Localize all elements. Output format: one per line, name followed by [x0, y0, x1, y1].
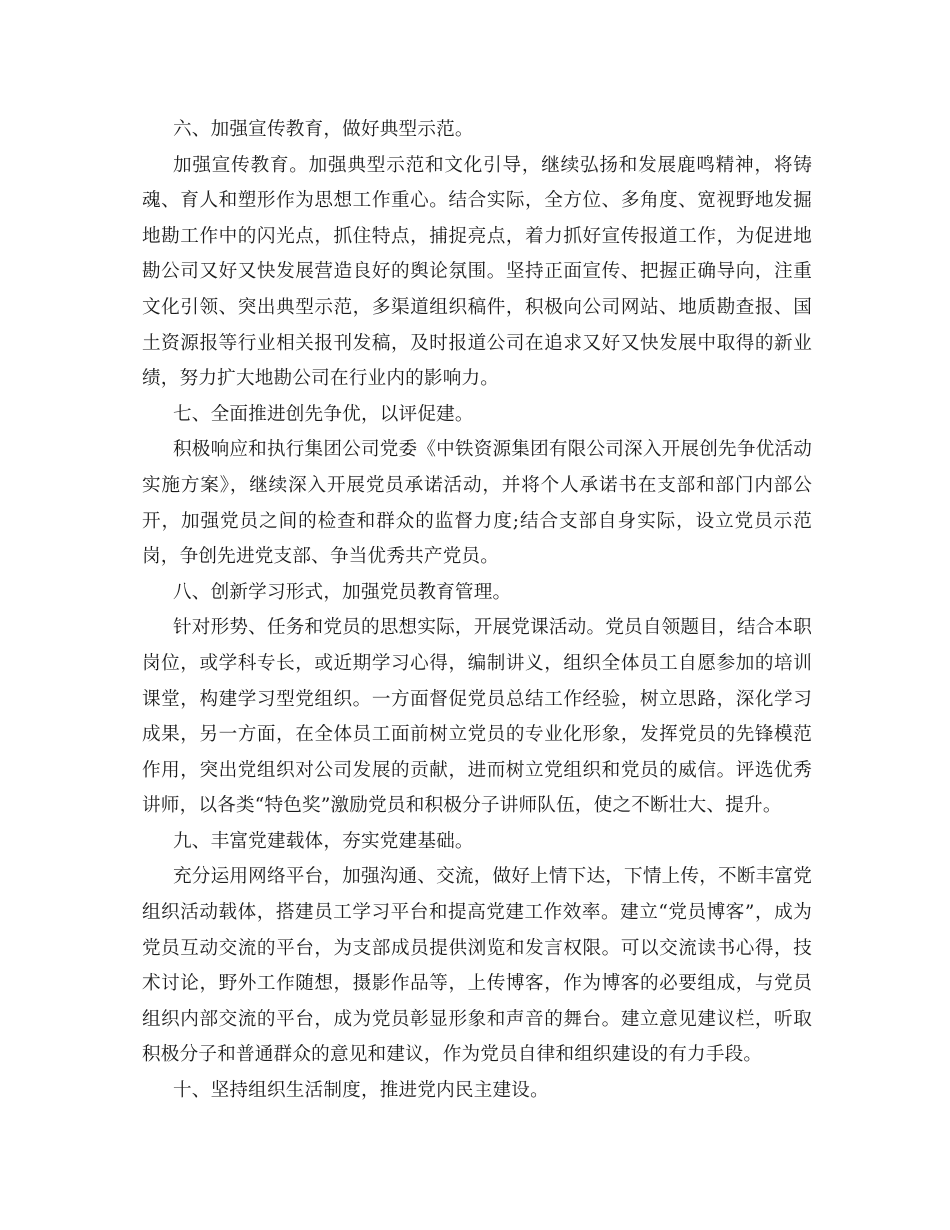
section-heading-10: 十、坚持组织生活制度，推进党内民主建设。 — [173, 1080, 549, 1102]
document-body — [142, 112, 812, 1109]
section-paragraph-8: 针对形势、任务和党员的思想实际，开展党课活动。党员自领题目，结合本职岗位，或学科专长，或近期学习心得，编制讲义，组织全体员工自愿参加的培训课堂，构建学习型党组织。一方面督促党员总结工作经验，树立思路，深化学习成果，另一方面，在全体员工面前树立党员的专业化形象，发挥党员的先锋模范作用，突出党组织对公司发展的贡献，进而树立党组织和党员的威信。评选优秀讲师，以各类“特色奖”激励党员和积极分子讲师队伍，使之不断壮大、提升。 — [142, 617, 812, 817]
section-paragraph-6: 加强宣传教育。加强典型示范和文化引导，继续弘扬和发展鹿鸣精神，将铸魂、育人和塑形作为思想工作重心。结合实际，全方位、多角度、宽视野地发掘地勘工作中的闪光点，抓住特点，捕捉亮点，着力抓好宣传报道工作，为促进地勘公司又好又快发展营造良好的舆论氛围。坚持正面宣传、把握正确导向，注重文化引领、突出典型示范，多渠道组织稿件，积极向公司网站、地质勘查报、国土资源报等行业相关报刊发稿，及时报道公司在追求又好又快发展中取得的新业绩，努力扩大地勘公司在行业内的影响力。 — [142, 154, 812, 390]
section-heading-6: 六、加强宣传教育，做好典型示范。 — [173, 119, 474, 140]
section-heading-7: 七、全面推进创先争优，以评促建。 — [173, 403, 474, 425]
section-paragraph-9: 充分运用网络平台，加强沟通、交流，做好上情下达，下情上传，不断丰富党组织活动载体，搭建员工学习平台和提高党建工作效率。建立“党员博客”，成为党员互动交流的平台，为支部成员提供浏览和发言权限。可以交流读书心得，技术讨论，野外工作随想，摄影作品等，上传博客，作为博客的必要组成，与党员组织内部交流的平台，成为党员彰显形象和声音的舞台。建立意见建议栏，听取积极分子和普通群众的意见和建议，作为党员自律和组织建设的有力手段。 — [142, 866, 812, 1066]
section-paragraph-7: 积极响应和执行集团公司党委《中铁资源集团有限公司深入开展创先争优活动实施方案》，继续深入开展党员承诺活动，并将个人承诺书在支部和部门内部公开，加强党员之间的检查和群众的监督力度;结合支部自身实际，设立党员示范岗，争创先进党支部、争当优秀共产党员。 — [142, 439, 812, 568]
section-heading-8: 八、创新学习形式，加强党员教育管理。 — [173, 581, 512, 603]
section-heading-9: 九、丰富党建载体，夯实党建基础。 — [173, 830, 474, 852]
